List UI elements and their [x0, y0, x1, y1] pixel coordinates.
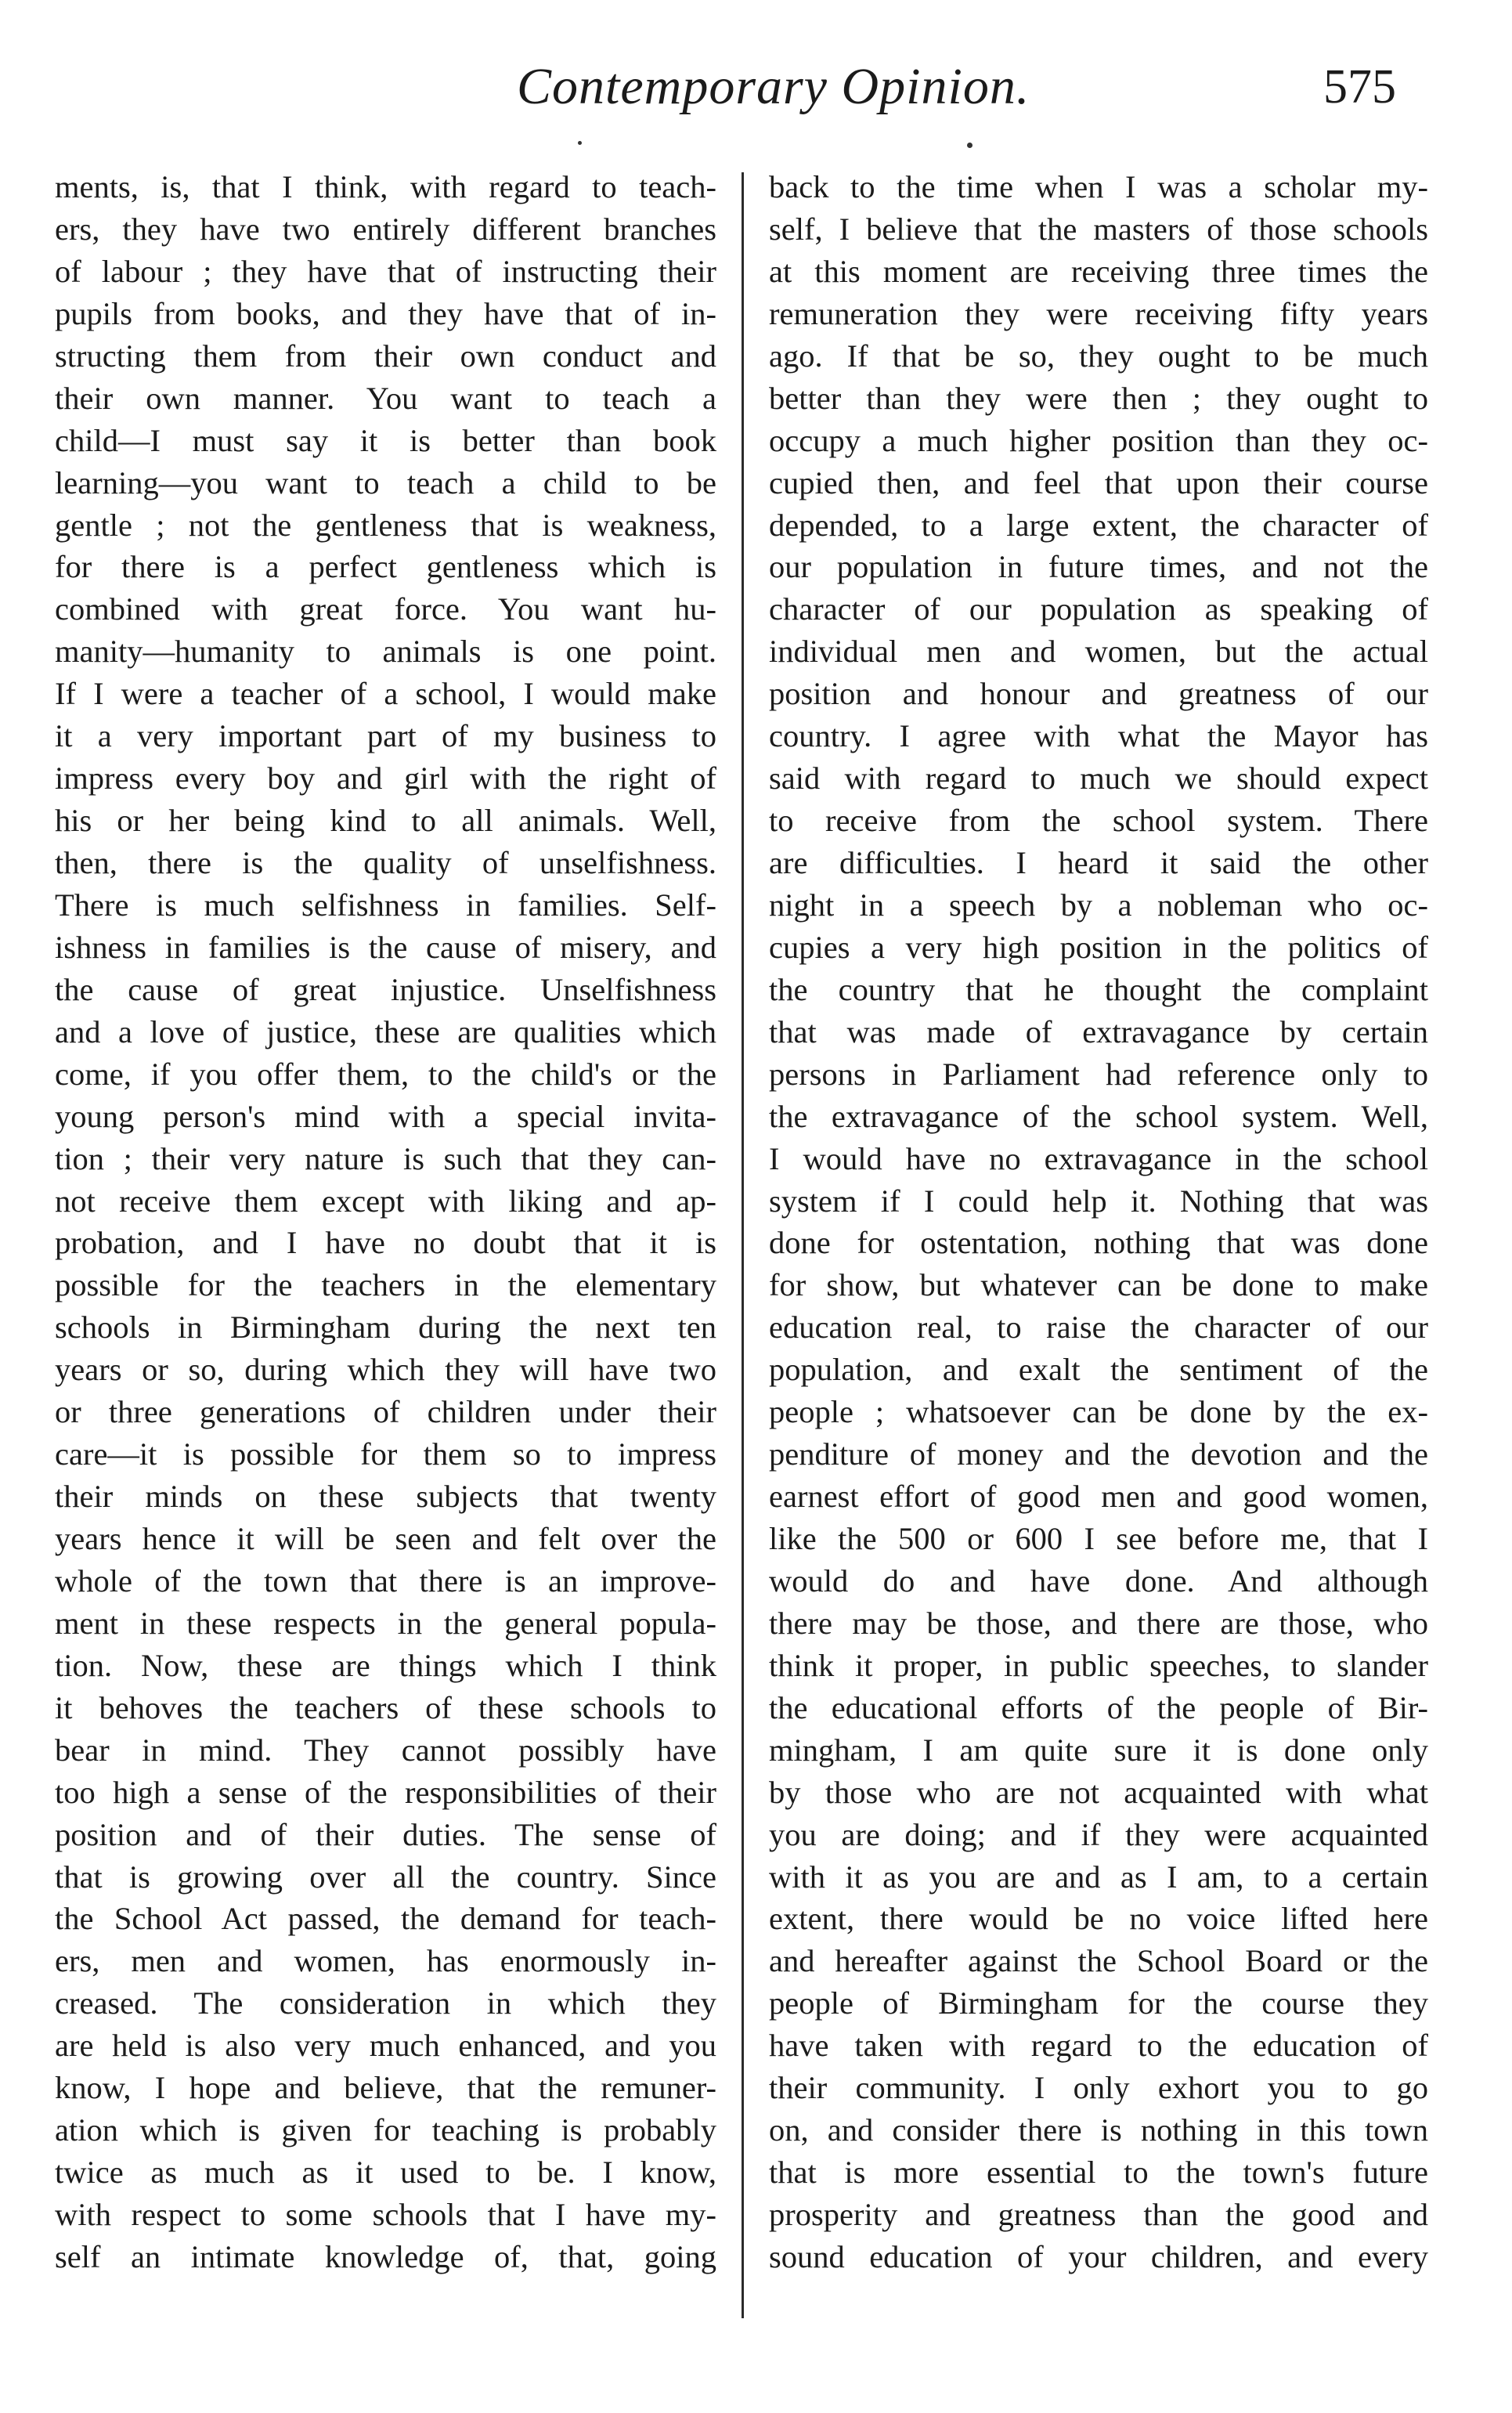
text-line: cupies a very high position in the politics of: [769, 929, 1428, 965]
text-line: remuneration they were receiving fifty years: [769, 295, 1428, 331]
text-line: the country that he thought the complaint: [769, 971, 1428, 1007]
text-line: their minds on these subjects that twenty: [55, 1479, 716, 1515]
text-line: for there is a perfect gentleness which is: [55, 549, 716, 585]
text-line: care—it is possible for them so to impress: [55, 1436, 716, 1472]
text-line: manity—humanity to animals is one point.: [55, 634, 716, 670]
text-line: are held is also very much enhanced, and you: [55, 2028, 716, 2064]
text-line: character of our population as speaking of: [769, 591, 1428, 627]
text-line: combined with great force. You want hu-: [55, 591, 716, 627]
text-line: of labour ; they have that of instructing their: [55, 253, 716, 289]
text-line: said with regard to much we should expect: [769, 760, 1428, 797]
text-line: night in a speech by a nobleman who oc-: [769, 887, 1428, 923]
text-line: that is growing over all the country. Since: [55, 1859, 716, 1895]
text-line: better than they were then ; they ought to: [769, 380, 1428, 416]
text-line: like the 500 or 600 I see before me, that I: [769, 1521, 1428, 1556]
text-line: his or her being kind to all animals. Well,: [55, 803, 716, 839]
text-line: cupied then, and feel that upon their course: [769, 464, 1428, 500]
text-line: done for ostentation, nothing that was done: [769, 1225, 1428, 1261]
text-line: penditure of money and the devotion and the: [769, 1436, 1428, 1472]
text-line: depended, to a large extent, the character of: [769, 507, 1428, 543]
text-line: gentle ; not the gentleness that is weakness,: [55, 507, 716, 543]
text-line: and a love of justice, these are qualities which: [55, 1013, 716, 1049]
text-line: would do and have done. And although: [769, 1562, 1428, 1598]
text-line: and hereafter against the School Board or the: [769, 1943, 1428, 1979]
text-line: the School Act passed, the demand for teach-: [55, 1901, 716, 1937]
text-line: country. I agree with what the Mayor has: [769, 718, 1428, 754]
text-line: there may be those, and there are those, who: [769, 1605, 1428, 1641]
print-speck: [967, 143, 973, 148]
text-line: their own manner. You want to teach a: [55, 380, 716, 416]
text-line: If I were a teacher of a school, I would make: [55, 676, 716, 712]
text-line: position and honour and greatness of our: [769, 676, 1428, 712]
text-line: it behoves the teachers of these schools to: [55, 1689, 716, 1725]
text-line: have taken with regard to the education of: [769, 2028, 1428, 2064]
text-line: know, I hope and believe, that the remuner-: [55, 2070, 716, 2106]
text-line: impress every boy and girl with the right of: [55, 760, 716, 797]
text-line: self, I believe that the masters of those schools: [769, 211, 1428, 247]
text-line: ers, men and women, has enormously in-: [55, 1943, 716, 1979]
text-line: back to the time when I was a scholar my-: [769, 169, 1428, 204]
text-line: structing them from their own conduct and: [55, 338, 716, 374]
text-line: creased. The consideration in which they: [55, 1985, 716, 2021]
text-line: come, if you offer them, to the child's or the: [55, 1056, 716, 1092]
text-line: years hence it will be seen and felt over the: [55, 1521, 716, 1556]
text-line: earnest effort of good men and good women,: [769, 1479, 1428, 1515]
text-line: I would have no extravagance in the school: [769, 1140, 1428, 1176]
text-line: you are doing; and if they were acquainted: [769, 1816, 1428, 1852]
text-line: system if I could help it. Nothing that was: [769, 1183, 1428, 1219]
text-line: pupils from books, and they have that of in-: [55, 295, 716, 331]
text-line: too high a sense of the responsibilities of their: [55, 1774, 716, 1810]
text-line: child—I must say it is better than book: [55, 422, 716, 458]
text-line: ishness in families is the cause of misery, and: [55, 929, 716, 965]
page-number: 575: [1323, 60, 1396, 114]
text-line: position and of their duties. The sense of: [55, 1816, 716, 1852]
right-text-column: [769, 166, 1428, 2278]
text-line: ers, they have two entirely different branches: [55, 211, 716, 247]
text-line: it a very important part of my business to: [55, 718, 716, 754]
text-line: to receive from the school system. There: [769, 803, 1428, 839]
text-line: mingham, I am quite sure it is done only: [769, 1732, 1428, 1768]
text-line: or three generations of children under their: [55, 1394, 716, 1430]
text-line: that was made of extravagance by certain: [769, 1013, 1428, 1049]
text-line: schools in Birmingham during the next ten: [55, 1309, 716, 1346]
text-line: ment in these respects in the general popula-: [55, 1605, 716, 1641]
text-line: the cause of great injustice. Unselfishness: [55, 971, 716, 1007]
text-line: persons in Parliament had reference only to: [769, 1056, 1428, 1092]
text-line: are difficulties. I heard it said the other: [769, 845, 1428, 880]
left-text-column: [55, 166, 716, 2278]
text-line: the educational efforts of the people of Bir-: [769, 1689, 1428, 1725]
text-line: occupy a much higher position than they oc-: [769, 422, 1428, 458]
text-line: population, and exalt the sentiment of the: [769, 1352, 1428, 1388]
text-line: education real, to raise the character of our: [769, 1309, 1428, 1346]
text-line: people of Birmingham for the course they: [769, 1985, 1428, 2021]
running-title: Contemporary Opinion.: [517, 58, 1030, 115]
text-line: learning—you want to teach a child to be: [55, 464, 716, 500]
text-line: bear in mind. They cannot possibly have: [55, 1732, 716, 1768]
text-line: whole of the town that there is an improve-: [55, 1562, 716, 1598]
text-line: on, and consider there is nothing in this town: [769, 2112, 1428, 2148]
text-line: young person's mind with a special invita-: [55, 1098, 716, 1134]
text-line: that is more essential to the town's future: [769, 2155, 1428, 2191]
text-line: individual men and women, but the actual: [769, 634, 1428, 670]
text-line: people ; whatsoever can be done by the ex-: [769, 1394, 1428, 1430]
text-line: ation which is given for teaching is probably: [55, 2112, 716, 2148]
text-line: with it as you are and as I am, to a certain: [769, 1859, 1428, 1895]
text-line: probation, and I have no doubt that it is: [55, 1225, 716, 1261]
text-line: ago. If that be so, they ought to be much: [769, 338, 1428, 374]
text-line: There is much selfishness in families. Self-: [55, 887, 716, 923]
text-line: tion ; their very nature is such that they can-: [55, 1140, 716, 1176]
text-line: self an intimate knowledge of, that, going: [55, 2238, 716, 2274]
text-line: think it proper, in public speeches, to slander: [769, 1647, 1428, 1683]
text-line: for show, but whatever can be done to make: [769, 1267, 1428, 1303]
text-line: our population in future times, and not the: [769, 549, 1428, 585]
column-divider: [742, 172, 744, 2318]
text-line: with respect to some schools that I have my-: [55, 2197, 716, 2232]
text-line: prosperity and greatness than the good and: [769, 2197, 1428, 2232]
text-line: sound education of your children, and every: [769, 2238, 1428, 2274]
print-speck: [578, 141, 582, 145]
text-line: not receive them except with liking and ap-: [55, 1183, 716, 1219]
text-line: possible for the teachers in the elementary: [55, 1267, 716, 1303]
text-line: the extravagance of the school system. Well,: [769, 1098, 1428, 1134]
text-line: years or so, during which they will have two: [55, 1352, 716, 1388]
text-line: their community. I only exhort you to go: [769, 2070, 1428, 2106]
text-line: at this moment are receiving three times the: [769, 253, 1428, 289]
text-line: then, there is the quality of unselfishness.: [55, 845, 716, 880]
text-line: tion. Now, these are things which I think: [55, 1647, 716, 1683]
text-line: by those who are not acquainted with what: [769, 1774, 1428, 1810]
text-line: ments, is, that I think, with regard to teach-: [55, 169, 716, 204]
text-line: extent, there would be no voice lifted here: [769, 1901, 1428, 1937]
text-line: twice as much as it used to be. I know,: [55, 2155, 716, 2191]
